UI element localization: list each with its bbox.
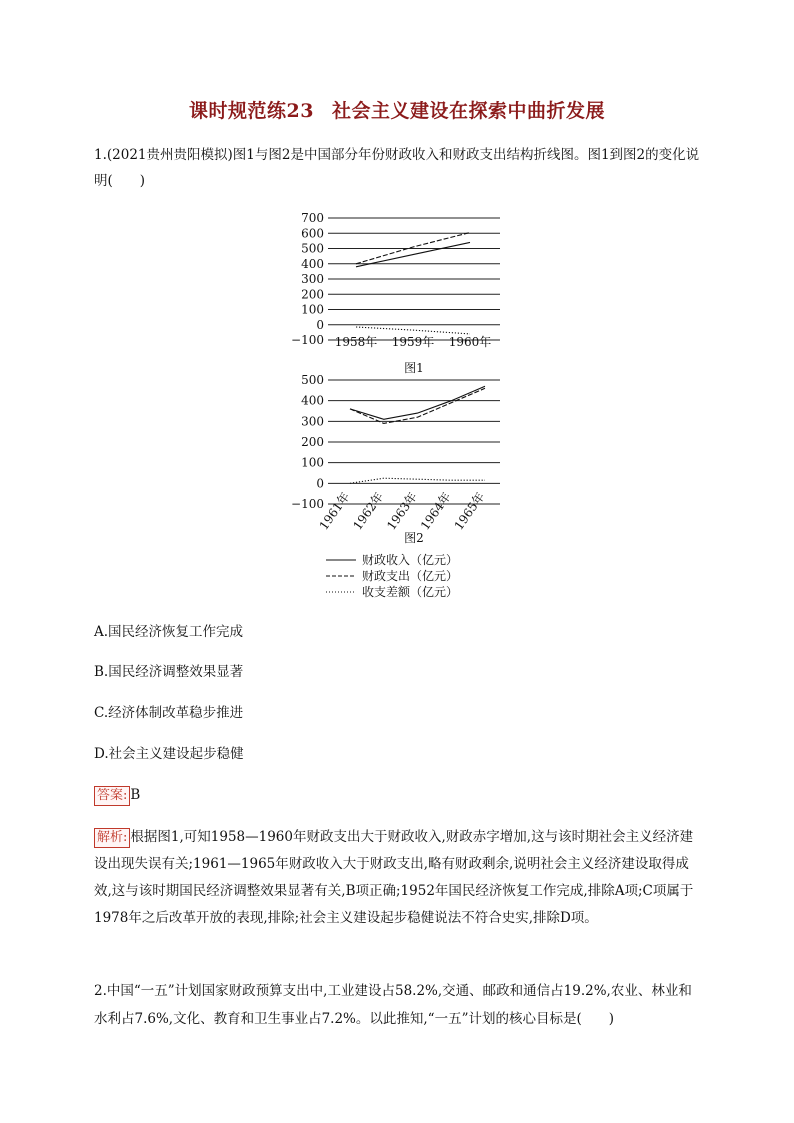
x-tick-label: 1960年 <box>448 335 492 349</box>
answer-line <box>94 782 704 808</box>
series-line-solid <box>350 386 485 419</box>
answer-tag: 答案: <box>94 786 130 806</box>
y-tick-label: 0 <box>316 476 324 491</box>
series-line-dashed <box>350 388 485 423</box>
question-2-stem: 2.中国“一五”计划国家财政预算支出中,工业建设占58.2%,交通、邮政和通信占19.2%,农业、林业和水利占7.6%,文化、教育和卫生事业占7.2%。以此推知,“一五”计划的核心目标是( ) <box>94 983 692 1027</box>
y-tick-label: 300 <box>301 414 324 429</box>
x-tick-label: 1959年 <box>391 335 435 349</box>
series-line-dotted <box>356 327 470 334</box>
y-tick-label: 600 <box>301 226 324 241</box>
y-tick-label: 500 <box>301 373 324 387</box>
x-tick-label: 1965年 <box>451 489 488 533</box>
y-tick-label: 400 <box>301 256 324 271</box>
chart-title: 图1 <box>404 361 424 375</box>
chart-1 <box>280 206 520 376</box>
page-title <box>0 96 794 123</box>
y-tick-label: 700 <box>301 211 324 225</box>
chart-title: 图2 <box>404 531 424 545</box>
y-tick-label: 100 <box>301 302 324 317</box>
analysis-tag: 解析: <box>94 828 130 848</box>
y-tick-label: 200 <box>301 287 324 302</box>
chart-2 <box>280 370 520 546</box>
analysis-paragraph <box>94 824 704 932</box>
series-line-solid <box>356 242 470 266</box>
analysis-text: 根据图1,可知1958—1960年财政支出大于财政收入,财政赤字增加,这与该时期社会主义经济建设出现失误有关;1961—1965年财政收入大于财政支出,略有财政剩余,说明社会主义经济建设取得成效,这与该时期国民经济调整效果显著有关,B项正确;1952年国民经济恢复工作完成,排除A项;C项属于1978年之后改革开放的表现,排除;社会主义建设起步稳健说法不符合史实,排除D项。 <box>94 829 694 926</box>
question-1-stem: 1.(2021贵州贵阳模拟)图1与图2是中国部分年份财政收入和财政支出结构折线图。图1到图2的变化说明( ) <box>94 147 700 189</box>
legend-label-balance: 收支差额（亿元） <box>362 585 459 599</box>
y-tick-label: 400 <box>301 393 324 408</box>
y-tick-label: 300 <box>301 272 324 286</box>
title-number: 课时规范练23 <box>189 100 314 122</box>
x-tick-label: 1964年 <box>417 489 454 533</box>
y-tick-label: 100 <box>301 455 324 470</box>
y-tick-label: 200 <box>301 435 324 449</box>
x-tick-label: 1958年 <box>334 335 378 349</box>
y-tick-label: −100 <box>291 333 324 347</box>
y-tick-label: −100 <box>291 497 324 511</box>
y-tick-label: 0 <box>316 317 324 332</box>
title-text: 社会主义建设在探索中曲折发展 <box>331 100 605 122</box>
option-d[interactable]: D.社会主义建设起步稳健 <box>94 746 244 762</box>
legend-label-revenue: 财政收入（亿元） <box>362 553 459 567</box>
legend-label-expenditure: 财政支出（亿元） <box>362 569 459 583</box>
answer-value: B <box>130 787 141 803</box>
series-line-dotted <box>350 478 485 483</box>
x-tick-label: 1961年 <box>316 489 353 533</box>
y-tick-label: 500 <box>301 241 324 256</box>
x-tick-label: 1962年 <box>350 489 387 533</box>
x-tick-label: 1963年 <box>384 489 420 533</box>
chart-legend <box>322 552 522 600</box>
option-a[interactable]: A.国民经济恢复工作完成 <box>94 624 244 640</box>
option-b[interactable]: B.国民经济调整效果显著 <box>94 664 244 680</box>
option-c[interactable]: C.经济体制改革稳步推进 <box>94 705 244 721</box>
